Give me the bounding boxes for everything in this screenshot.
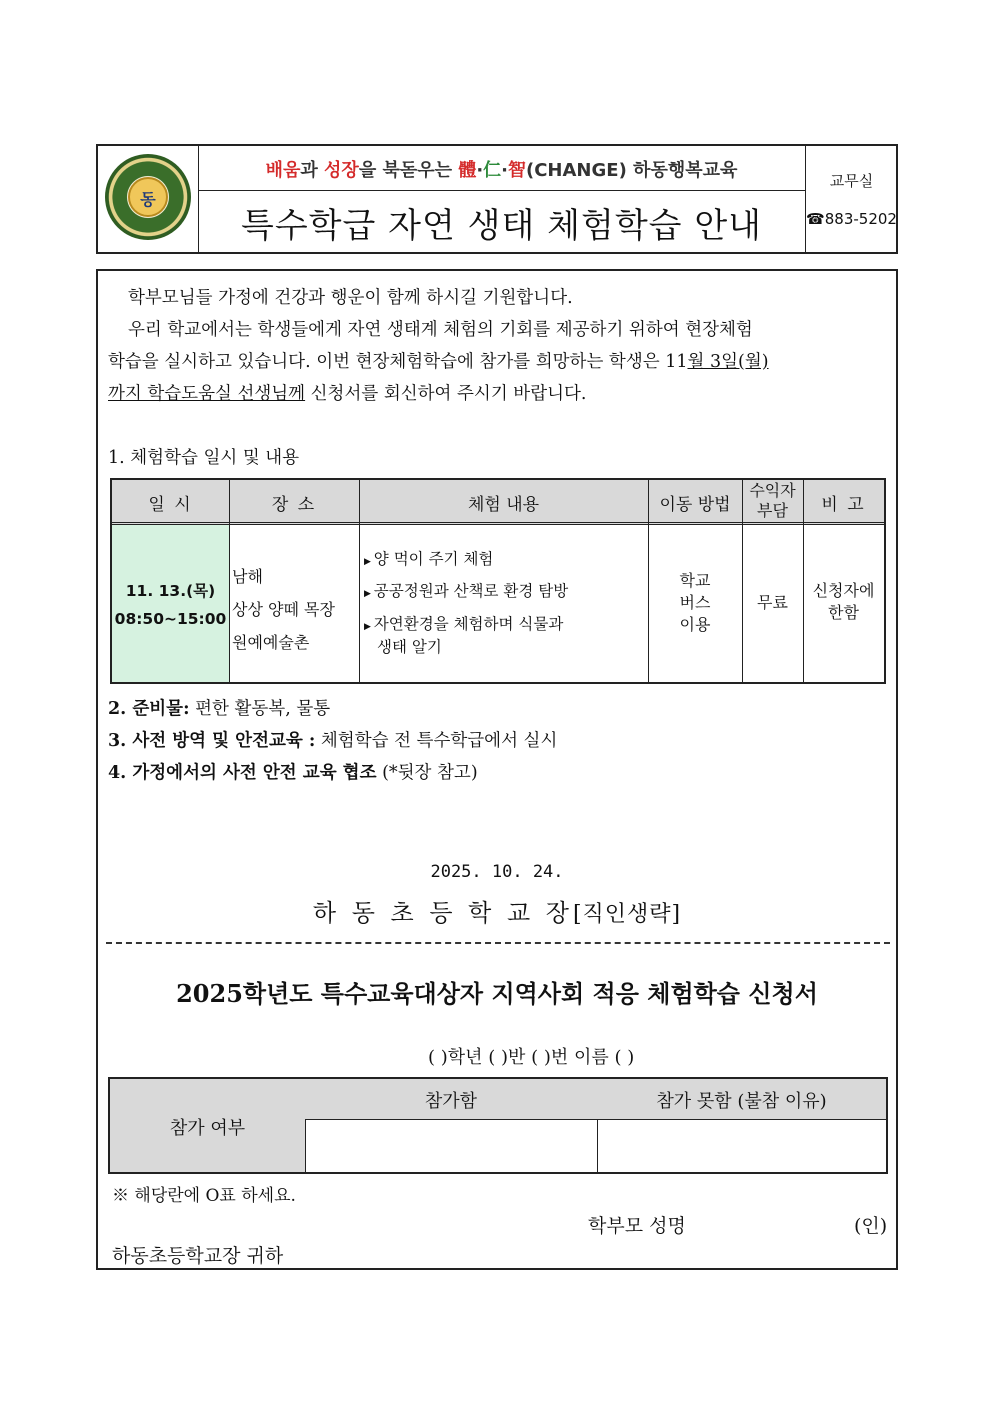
schedule-note [803,580,884,624]
slogan-part: 智 [508,160,526,181]
place-line: 원예예술촌 [232,633,310,652]
activity-item [364,580,568,605]
activity-item-continued: 생태 알기 [377,638,442,656]
attend-header [305,1079,598,1120]
office-cell [805,146,897,252]
place-line: 상상 양떼 목장 [232,600,335,619]
parent-name-label[interactable]: 학부모 성명 [588,1215,686,1237]
participation-label: 참가 여부 [169,1118,246,1139]
activity-text: 자연환경을 체험하며 식물과 [373,615,564,633]
slogan-part: 배움 [265,160,301,181]
document-body [96,269,898,1270]
header-cost [742,481,803,521]
slogan-part: 을 북돋우는 [358,160,459,181]
intro-line [108,378,586,410]
schedule-table [110,478,886,684]
slogan-part: (CHANGE) 하동행복교육 [526,160,738,181]
slogan-part: · [501,160,508,181]
form-title: 2025학년도 특수교육대상자 지역사회 적응 체험학습 신청서 [176,979,818,1008]
slogan-part: 과 [300,160,325,181]
form-note: ※ 해당란에 O표 하세요. [112,1186,296,1206]
seal-note: [직인생략] [572,902,682,927]
absent-header-label: 참가 못함 (불참 이유) [656,1091,827,1112]
schedule-transport [648,570,742,636]
bullet-icon: ▶ [364,622,374,632]
participation-label-cell [110,1079,306,1172]
document-header [96,144,898,254]
header-cost-line: 수익자 [749,481,796,500]
title-cell [198,190,805,252]
schedule-datetime [112,577,229,633]
section-item-3 [108,727,557,752]
emblem-center [128,177,168,217]
school-emblem-logo [105,154,191,240]
schedule-date: 11. 13.(목) [125,582,216,600]
intro-line: 우리 학교에서는 학생들에게 자연 생태계 체험의 기회를 제공하기 위하여 현장체험 [128,320,753,340]
transport-line: 버스 [679,593,711,612]
slogan-part: 體 [458,160,477,181]
section-item-4 [108,759,478,784]
note-line: 한함 [828,603,859,622]
document-title: 특수학급 자연 생태 체험학습 안내 [240,206,763,246]
transport-line: 학교 [679,571,711,590]
emblem-character: 동 [140,190,156,209]
section-label: 4. 가정에서의 사전 안전 교육 협조 [108,763,377,783]
slogan-part: 성장 [324,160,359,181]
issue-date: 2025. 10. 24. [430,862,564,882]
section-label: 2. 준비물: [108,699,190,719]
parent-seal: (인) [854,1215,888,1237]
note-line: 신청자에 [812,581,875,600]
logo-cell [98,146,199,252]
header-place: 장 소 [271,495,317,515]
section-heading-1: 1. 체험학습 일시 및 내용 [108,448,300,468]
activity-item [364,548,493,573]
attend-mark-cell[interactable] [305,1120,598,1172]
section-text: 체험학습 전 특수학급에서 실시 [315,731,558,751]
slogan [198,156,805,182]
intro-text: 학습을 실시하고 있습니다. 이번 현장체험학습에 참가를 희망하는 학생은 11 [108,352,688,372]
activity-text: 공공정원과 산책로 환경 탐방 [373,582,569,600]
principal-name: 하 동 초 등 학 교 장 [312,899,573,927]
schedule-place [232,560,360,659]
slogan-cell [198,146,805,191]
absent-header [597,1079,886,1120]
activity-item [364,613,563,638]
form-addressee: 하동초등학교장 귀하 [112,1245,284,1267]
intro-text: 신청서를 회신하여 주시기 바랍니다. [305,384,587,404]
bullet-icon: ▶ [364,589,374,599]
deadline-text: 월 3일(월) [687,352,769,372]
header-transport: 이동 방법 [659,495,731,515]
header-note: 비 고 [821,495,866,515]
intro-line: 학부모님들 가정에 건강과 행운이 함께 하시길 기원합니다. [128,288,573,308]
section-item-2 [108,695,330,720]
office-phone: ☎883-5202 [806,210,897,228]
place-line: 남해 [232,567,263,586]
section-label: 3. 사전 방역 및 안전교육 : [108,731,316,751]
slogan-part: 仁 [483,160,502,181]
intro-line [108,346,769,378]
schedule-time: 08:50~15:00 [114,610,227,628]
section-text: 편한 활동복, 물통 [189,699,331,719]
section-text: (*뒷장 참고) [376,763,478,783]
student-info-line[interactable]: ( )학년 ( )반 ( )번 이름 ( ) [428,1047,635,1068]
participation-table [108,1077,888,1174]
schedule-cost: 무료 [757,593,788,612]
absent-reason-cell[interactable] [597,1120,886,1172]
cut-line [106,942,890,944]
header-cost-line: 부담 [757,501,788,520]
header-date: 일 시 [148,495,193,515]
slogan-part: · [476,160,484,181]
transport-line: 이용 [679,615,711,634]
deadline-recipient: 까지 학습도움실 선생님께 [108,384,306,404]
office-name: 교무실 [829,172,874,190]
header-activity: 체험 내용 [467,495,540,515]
activity-text: 양 먹이 주기 체험 [373,550,494,568]
bullet-icon: ▶ [364,557,374,567]
attend-header-label: 참가함 [424,1091,478,1112]
principal-signature [98,893,896,928]
